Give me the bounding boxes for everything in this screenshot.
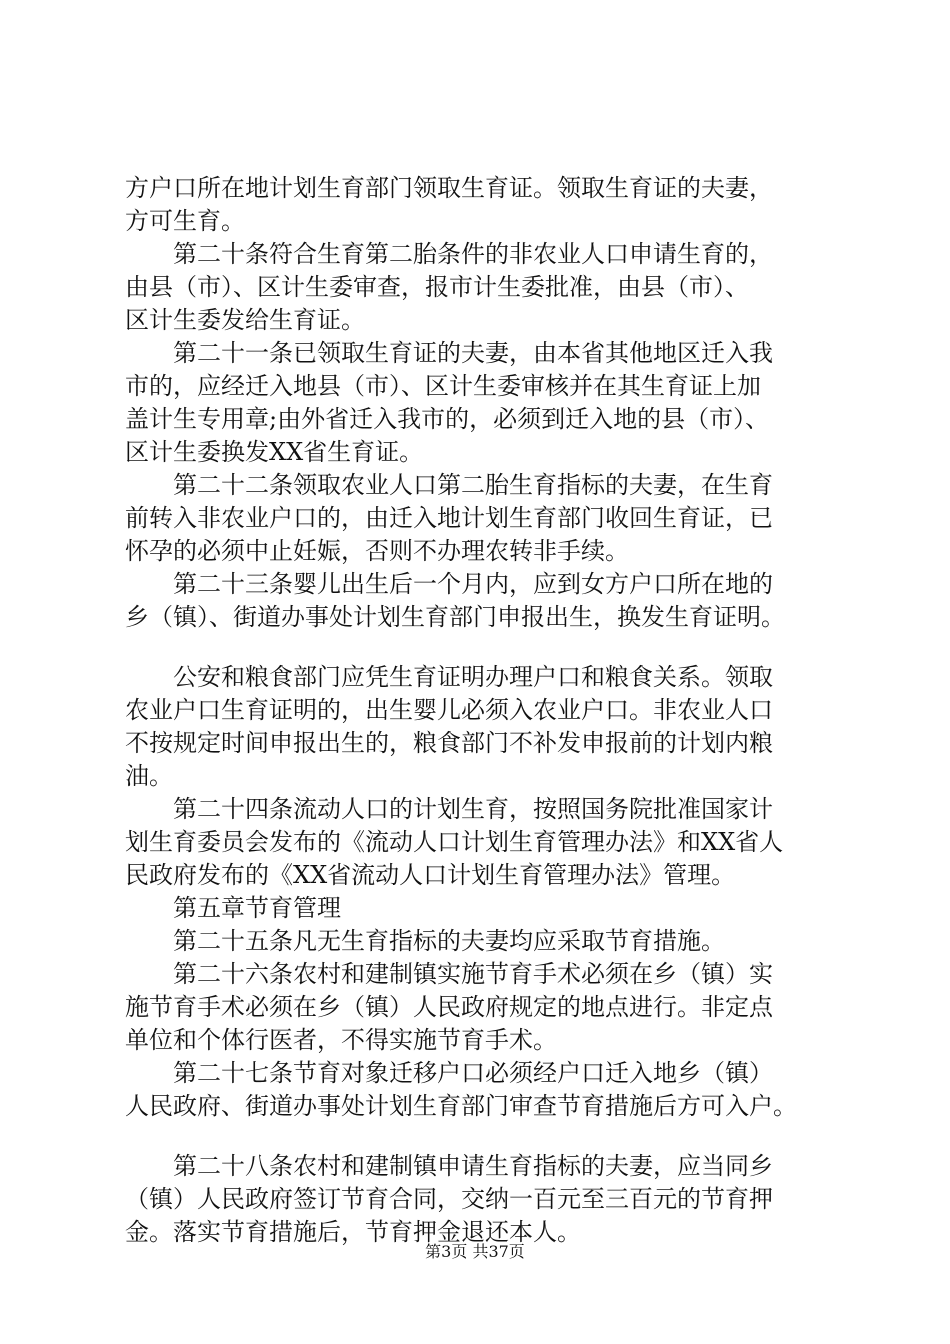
section-heading: 第五章节育管理	[125, 894, 341, 922]
page-footer	[0, 1242, 950, 1262]
text-line: 方户口所在地计划生育部门领取生育证。领取生育证的夫妻，	[125, 174, 773, 202]
text-line: 区计生委换发XX省生育证。	[125, 438, 424, 466]
text-line: 第二十七条节育对象迁移户口必须经户口迁入地乡（镇）	[125, 1059, 773, 1087]
text-line: 油。	[125, 762, 173, 790]
text-line: 第二十二条领取农业人口第二胎生育指标的夫妻，在生育	[125, 471, 773, 499]
text-line: 方可生育。	[125, 207, 245, 235]
paragraph-gap	[125, 634, 855, 661]
text-line: 市的，应经迁入地县（市）、区计生委审核并在其生育证上加	[125, 372, 761, 400]
text-line: 乡（镇）、街道办事处计划生育部门申报出生，换发生育证明。	[125, 603, 785, 631]
text-line: 金。落实节育措施后，节育押金退还本人。	[125, 1218, 581, 1246]
text-line: 前转入非农业户口的，由迁入地计划生育部门收回生育证，已	[125, 504, 773, 532]
text-line: （镇）人民政府签订节育合同，交纳一百元至三百元的节育押	[125, 1185, 773, 1213]
text-line: 区计生委发给生育证。	[125, 306, 365, 334]
page-number-label: 第3页 共37页	[425, 1242, 525, 1261]
paragraph-gap	[125, 1123, 855, 1150]
text-line: 第二十一条已领取生育证的夫妻，由本省其他地区迁入我	[125, 339, 773, 367]
document-body	[125, 172, 855, 1249]
text-line: 由县（市）、区计生委审查，报市计生委批准，由县（市）、	[125, 273, 749, 301]
text-line: 施节育手术必须在乡（镇）人民政府规定的地点进行。非定点	[125, 993, 773, 1021]
text-line: 单位和个体行医者，不得实施节育手术。	[125, 1026, 557, 1054]
text-line: 农业户口生育证明的，出生婴儿必须入农业户口。非农业人口	[125, 696, 773, 724]
text-line: 怀孕的必须中止妊娠，否则不办理农转非手续。	[125, 537, 629, 565]
text-line: 不按规定时间申报出生的，粮食部门不补发申报前的计划内粮	[125, 729, 773, 757]
text-line: 划生育委员会发布的《流动人口计划生育管理办法》和XX省人	[125, 828, 784, 856]
text-line: 第二十四条流动人口的计划生育，按照国务院批准国家计	[125, 795, 773, 823]
text-line: 第二十五条凡无生育指标的夫妻均应采取节育措施。	[125, 927, 725, 955]
text-line: 第二十六条农村和建制镇实施节育手术必须在乡（镇）实	[125, 960, 773, 988]
text-line: 第二十条符合生育第二胎条件的非农业人口申请生育的，	[125, 240, 773, 268]
text-line: 盖计生专用章;由外省迁入我市的，必须到迁入地的县（市）、	[125, 405, 770, 433]
text-line: 民政府发布的《XX省流动人口计划生育管理办法》管理。	[125, 861, 736, 889]
text-line: 人民政府、街道办事处计划生育部门审查节育措施后方可入户。	[125, 1092, 797, 1120]
text-line: 公安和粮食部门应凭生育证明办理户口和粮食关系。领取	[125, 663, 773, 691]
text-line: 第二十八条农村和建制镇申请生育指标的夫妻，应当同乡	[125, 1152, 773, 1180]
text-line: 第二十三条婴儿出生后一个月内，应到女方户口所在地的	[125, 570, 773, 598]
